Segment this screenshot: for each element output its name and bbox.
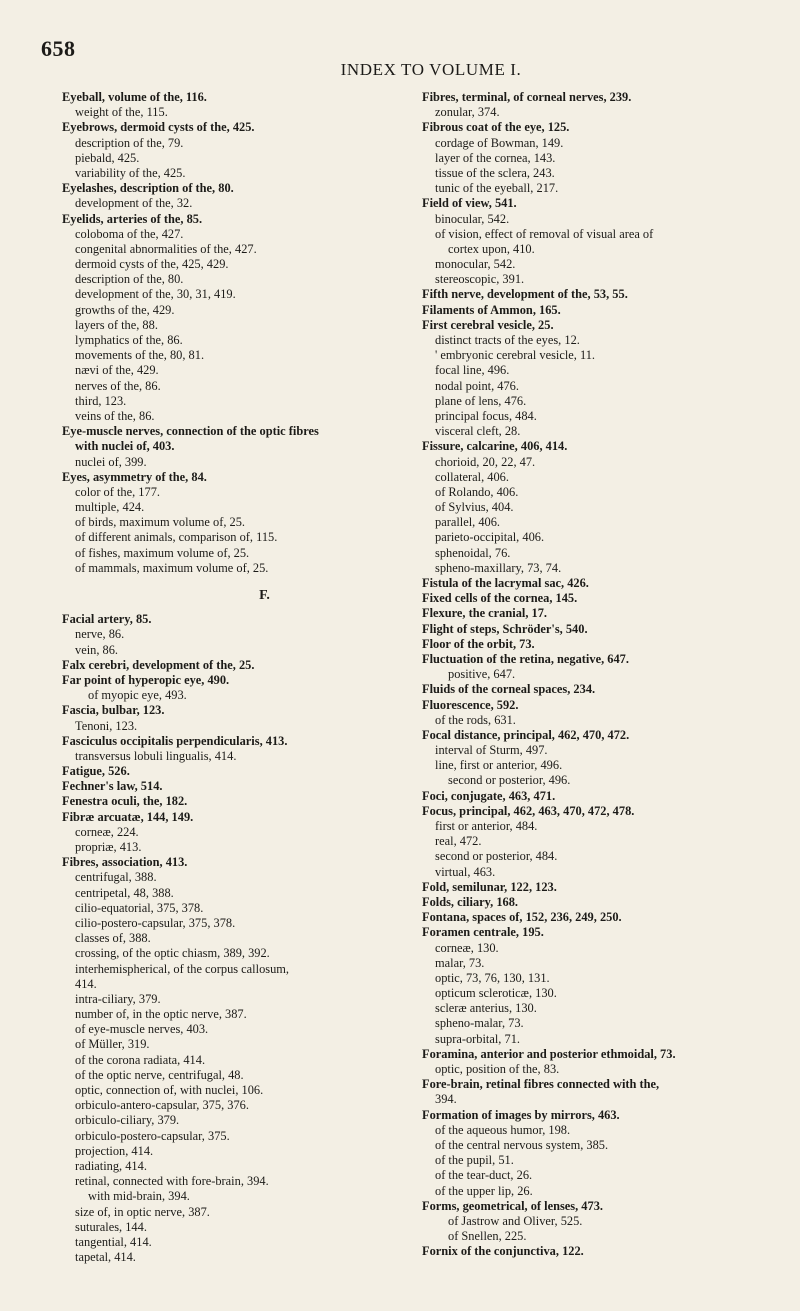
index-subentry: chorioid, 20, 22, 47. (435, 454, 536, 469)
index-subentry: positive, 647. (448, 667, 516, 682)
left-index-column (62, 90, 417, 1265)
index-subentry: tunic of the eyeball, 217. (435, 181, 559, 196)
index-subentry: of Müller, 319. (75, 1037, 150, 1052)
index-subentry: description of the, 80. (75, 272, 184, 287)
index-heading: Far point of hyperopic eye, 490. (62, 672, 230, 687)
index-heading: Fistula of the lacrymal sac, 426. (422, 576, 589, 590)
index-subentry: parieto-occipital, 406. (435, 530, 545, 545)
index-heading: Focus, principal, 462, 463, 470, 472, 478. (422, 803, 635, 818)
index-heading: Fontana, spaces of, 152, 236, 249, 250. (422, 910, 622, 925)
index-heading: Fluctuation of the retina, negative, 647. (422, 651, 629, 666)
index-heading: Foci, conjugate, 463, 471. (422, 788, 556, 803)
index-subentry: real, 472. (435, 834, 482, 849)
index-subentry: description of the, 79. (75, 135, 184, 150)
index-subentry: of the upper lip, 26. (435, 1183, 533, 1198)
index-subentry: suturales, 144. (75, 1219, 147, 1234)
running-head: INDEX TO VOLUME I. (340, 60, 522, 79)
index-heading: Eyelashes, description of the, 80. (62, 181, 234, 196)
index-subentry: layers of the, 88. (75, 317, 158, 332)
index-subentry: retinal, connected with fore-brain, 394. (75, 1174, 269, 1189)
index-subentry: virtual, 463. (435, 864, 496, 879)
index-subentry: monocular, 542. (435, 257, 516, 272)
index-subentry: with mid-brain, 394. (88, 1189, 190, 1204)
index-subentry: of fishes, maximum volume of, 25. (75, 545, 250, 560)
index-subentry: orbiculo-antero-capsular, 375, 376. (75, 1098, 249, 1113)
index-subentry: spheno-malar, 73. (435, 1016, 524, 1031)
index-subentry: interval of Sturm, 497. (435, 743, 548, 758)
index-subentry: binocular, 542. (435, 211, 510, 226)
index-heading: Fibræ arcuatæ, 144, 149. (62, 809, 194, 824)
index-subentry: of different animals, comparison of, 115. (75, 530, 278, 545)
index-subentry: corneæ, 224. (75, 824, 139, 839)
index-heading: Forms, geometrical, of lenses, 473. (422, 1198, 603, 1213)
index-heading: Fasciculus occipitalis perpendicularis, 413. (62, 733, 288, 748)
index-subentry: centrifugal, 388. (75, 870, 157, 885)
index-subentry: optic, 73, 76, 130, 131. (435, 970, 550, 985)
index-heading: Floor of the orbit, 73. (422, 636, 535, 651)
index-subentry: second or posterior, 496. (448, 773, 571, 788)
index-subentry: of Jastrow and Oliver, 525. (448, 1213, 583, 1228)
index-heading: Eyebrows, dermoid cysts of the, 425. (62, 120, 255, 135)
index-subentry: of Snellen, 225. (448, 1229, 527, 1244)
index-subentry: cilio-postero-capsular, 375, 378. (75, 915, 236, 930)
index-heading: Folds, ciliary, 168. (422, 894, 519, 909)
index-subentry: of myopic eye, 493. (88, 688, 187, 703)
index-subentry: multiple, 424. (75, 500, 145, 515)
index-subentry: principal focus, 484. (435, 408, 537, 423)
index-subentry: cilio-equatorial, 375, 378. (75, 900, 204, 915)
index-heading: Eye-muscle nerves, connection of the optic fibres (62, 424, 319, 439)
index-subentry: lymphatics of the, 86. (75, 333, 183, 347)
index-subentry: congenital abnormalities of the, 427. (75, 241, 257, 256)
index-heading: Fifth nerve, development of the, 53, 55. (422, 287, 628, 302)
index-heading: Fibres, association, 413. (62, 855, 188, 870)
index-heading: Facial artery, 85. (62, 612, 152, 627)
index-heading: Eyes, asymmetry of the, 84. (62, 469, 207, 484)
index-subentry: of the pupil, 51. (435, 1153, 514, 1168)
index-subentry: weight of the, 115. (75, 105, 168, 120)
index-heading: Fatigue, 526. (62, 764, 130, 779)
index-heading: Flight of steps, Schröder's, 540. (422, 621, 588, 636)
index-subentry: second or posterior, 484. (435, 849, 558, 864)
index-subentry: veins of the, 86. (75, 408, 155, 423)
index-subentry: intra-ciliary, 379. (75, 991, 161, 1006)
section-letter: F. (259, 588, 270, 603)
index-heading: Fascia, bulbar, 123. (62, 703, 165, 718)
index-heading: Formation of images by mirrors, 463. (422, 1107, 620, 1122)
index-subentry: optic, connection of, with nuclei, 106. (75, 1083, 264, 1097)
index-subentry: zonular, 374. (435, 105, 500, 120)
index-subentry: nerve, 86. (75, 627, 125, 642)
index-subentry: corneæ, 130. (435, 940, 499, 955)
index-subentry: color of the, 177. (75, 484, 160, 499)
index-subentry: of the central nervous system, 385. (435, 1137, 609, 1152)
index-heading: Flexure, the cranial, 17. (422, 606, 548, 621)
index-heading: Foramen centrale, 195. (422, 925, 544, 940)
index-heading: Fibrous coat of the eye, 125. (422, 120, 570, 135)
index-heading: Fluorescence, 592. (422, 697, 519, 712)
index-subentry: growths of the, 429. (75, 302, 175, 317)
index-subentry: piebald, 425. (75, 150, 140, 165)
index-subentry: of the optic nerve, centrifugal, 48. (75, 1067, 244, 1082)
index-subentry: projection, 414. (75, 1143, 154, 1158)
index-subentry: stereoscopic, 391. (435, 272, 525, 287)
index-subentry: of Sylvius, 404. (435, 500, 514, 515)
index-heading: Fenestra oculi, the, 182. (62, 794, 188, 809)
index-heading: First cerebral vesicle, 25. (422, 317, 554, 332)
index-subentry: third, 123. (75, 393, 127, 408)
index-heading: Fold, semilunar, 122, 123. (422, 879, 557, 894)
index-subentry: cordage of Bowman, 149. (435, 135, 564, 150)
index-heading: Filaments of Ammon, 165. (422, 302, 561, 317)
index-subentry: of mammals, maximum volume of, 25. (75, 560, 269, 575)
index-subentry: development of the, 30, 31, 419. (75, 287, 236, 302)
index-subentry: development of the, 32. (75, 196, 193, 211)
index-heading: Focal distance, principal, 462, 470, 472. (422, 727, 630, 742)
index-subentry: crossing, of the optic chiasm, 389, 392. (75, 946, 270, 961)
index-subentry: of vision, effect of removal of visual area of (435, 226, 654, 241)
index-subentry: optic, position of the, 83. (435, 1062, 560, 1076)
index-heading: Fechner's law, 514. (62, 779, 163, 794)
index-subentry: visceral cleft, 28. (435, 424, 521, 439)
index-subentry: classes of, 388. (75, 931, 151, 946)
index-subentry: ' embryonic cerebral vesicle, 11. (435, 348, 596, 363)
index-subentry: nodal point, 476. (435, 378, 519, 393)
index-subentry: variability of the, 425. (75, 165, 186, 180)
index-subentry: transversus lobuli lingualis, 414. (75, 748, 237, 763)
right-index-column (422, 90, 792, 1259)
index-subentry: orbiculo-postero-capsular, 375. (75, 1128, 230, 1143)
index-subentry: dermoid cysts of the, 425, 429. (75, 257, 229, 272)
index-subentry: spheno-maxillary, 73, 74. (435, 560, 562, 575)
index-heading: Fixed cells of the cornea, 145. (422, 591, 578, 606)
index-subentry: of the aqueous humor, 198. (435, 1122, 571, 1137)
index-heading: Fornix of the conjunctiva, 122. (422, 1244, 584, 1259)
index-subentry: of Rolando, 406. (435, 484, 519, 499)
index-subentry: tangential, 414. (75, 1234, 152, 1249)
index-subentry: plane of lens, 476. (435, 393, 527, 408)
index-subentry: number of, in the optic nerve, 387. (75, 1007, 247, 1022)
index-heading: Fibres, terminal, of corneal nerves, 239. (422, 90, 632, 104)
index-subentry: tapetal, 414. (75, 1250, 136, 1265)
index-subentry: tissue of the sclera, 243. (435, 165, 555, 180)
index-subentry: coloboma of the, 427. (75, 226, 184, 241)
index-subentry: of the rods, 631. (435, 712, 516, 727)
index-subentry: parallel, 406. (435, 515, 501, 530)
index-subentry: opticum scleroticæ, 130. (435, 986, 557, 1001)
index-subentry: 394. (435, 1092, 457, 1107)
index-heading: Falx cerebri, development of the, 25. (62, 657, 255, 672)
page-number: 658 (41, 36, 76, 61)
index-subentry: orbiculo-ciliary, 379. (75, 1113, 180, 1128)
index-subentry: distinct tracts of the eyes, 12. (435, 333, 580, 347)
index-subentry: of the corona radiata, 414. (75, 1052, 206, 1067)
index-subentry: sphenoidal, 76. (435, 545, 511, 560)
index-subentry: supra-orbital, 71. (435, 1031, 520, 1046)
index-subentry: 414. (75, 976, 97, 991)
index-heading: Foramina, anterior and posterior ethmoidal, 73. (422, 1046, 676, 1061)
index-heading: Fore-brain, retinal fibres connected with the, (422, 1077, 660, 1092)
index-subentry: cortex upon, 410. (448, 241, 535, 256)
index-subentry: collateral, 406. (435, 469, 509, 484)
index-subentry: size of, in optic nerve, 387. (75, 1204, 210, 1219)
index-subentry: centripetal, 48, 388. (75, 885, 174, 900)
index-subentry: nuclei of, 399. (75, 454, 147, 469)
index-subentry: radiating, 414. (75, 1158, 147, 1173)
index-subentry: line, first or anterior, 496. (435, 758, 563, 773)
index-subentry: of eye-muscle nerves, 403. (75, 1022, 209, 1037)
index-subentry: scleræ anterius, 130. (435, 1001, 537, 1016)
index-subentry: interhemispherical, of the corpus callosum, (75, 961, 290, 976)
index-subentry: layer of the cornea, 143. (435, 150, 556, 165)
index-subentry: malar, 73. (435, 955, 485, 970)
index-subentry: Tenoni, 123. (75, 718, 138, 733)
index-subentry: focal line, 496. (435, 363, 510, 378)
index-heading: Fissure, calcarine, 406, 414. (422, 439, 568, 454)
index-heading: Fluids of the corneal spaces, 234. (422, 682, 596, 697)
index-heading: Eyeball, volume of the, 116. (62, 90, 207, 104)
index-subentry: of the tear-duct, 26. (435, 1168, 533, 1183)
index-continuation: with nuclei of, 403. (75, 439, 175, 454)
index-subentry: movements of the, 80, 81. (75, 348, 205, 363)
index-heading: Eyelids, arteries of the, 85. (62, 211, 203, 226)
index-heading: Field of view, 541. (422, 196, 517, 211)
index-subentry: first or anterior, 484. (435, 819, 538, 833)
index-subentry: vein, 86. (75, 642, 119, 657)
index-subentry: of birds, maximum volume of, 25. (75, 515, 246, 530)
index-subentry: nerves of the, 86. (75, 378, 161, 393)
index-subentry: propriæ, 413. (75, 840, 142, 854)
index-subentry: nævi of the, 429. (75, 363, 159, 378)
